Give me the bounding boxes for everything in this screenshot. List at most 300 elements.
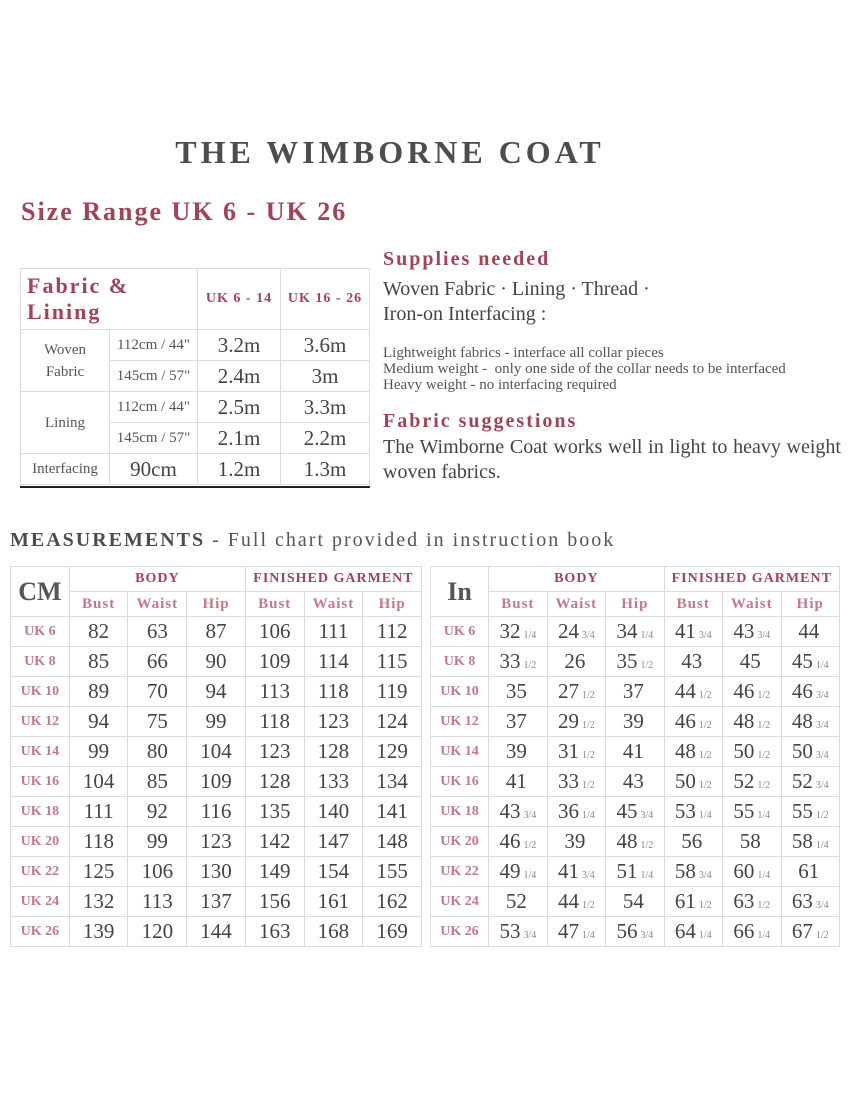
measurement-cell: 115 xyxy=(363,647,422,677)
measurement-cell: 141 xyxy=(363,797,422,827)
size-label: UK 16 xyxy=(11,767,70,797)
whole-value: 43 xyxy=(499,799,521,823)
whole-value: 36 xyxy=(557,799,579,823)
measurement-cell xyxy=(489,857,547,887)
measurement-cell: 123 xyxy=(245,737,304,767)
fabric-amount: 2.2m xyxy=(281,423,370,454)
measurement-cell: 156 xyxy=(245,887,304,917)
table-bottom-rule xyxy=(20,486,370,488)
size-label: UK 12 xyxy=(431,707,489,737)
measurement-cell xyxy=(664,797,722,827)
size-label: UK 20 xyxy=(11,827,70,857)
column-header: Bust xyxy=(245,592,304,617)
measurement-cell xyxy=(547,857,606,887)
table-row xyxy=(11,767,422,797)
measurement-cell: 120 xyxy=(128,917,187,947)
whole-value: 46 xyxy=(499,829,521,853)
whole-value: 51 xyxy=(616,859,638,883)
fraction-value: 3/4 xyxy=(581,630,595,641)
table-row xyxy=(431,917,840,947)
size-label: UK 14 xyxy=(431,737,489,767)
measurements-cm-table xyxy=(10,566,422,947)
measurement-cell: 106 xyxy=(128,857,187,887)
whole-value: 56 xyxy=(616,919,638,943)
measurement-cell xyxy=(781,767,839,797)
measurement-cell: 163 xyxy=(245,917,304,947)
measurement-cell xyxy=(781,647,839,677)
measurement-cell: 87 xyxy=(187,617,246,647)
fraction-value: 1/2 xyxy=(581,780,595,791)
size-label: UK 14 xyxy=(11,737,70,767)
measurement-cell: 104 xyxy=(69,767,128,797)
whole-value: 52 xyxy=(505,889,527,913)
size-label: UK 6 xyxy=(431,617,489,647)
fabric-type-label: Interfacing xyxy=(21,454,110,485)
fraction-value: 1/4 xyxy=(815,840,829,851)
fraction-value: 1/4 xyxy=(698,930,712,941)
whole-value: 39 xyxy=(622,709,644,733)
measurement-cell xyxy=(547,647,606,677)
fabric-amount: 3.6m xyxy=(281,330,370,361)
measurements-heading-bold: MEASUREMENTS xyxy=(10,529,206,551)
fraction-value: 1/4 xyxy=(815,660,829,671)
fraction-value: 1/4 xyxy=(640,630,654,641)
measurement-cell: 139 xyxy=(69,917,128,947)
unit-header: In xyxy=(431,567,489,617)
fraction-value: 3/4 xyxy=(815,720,829,731)
measurement-cell xyxy=(664,827,722,857)
fraction-value: 1/4 xyxy=(523,870,537,881)
whole-value: 58 xyxy=(791,829,813,853)
measurement-cell: 123 xyxy=(304,707,363,737)
fabric-requirements-table xyxy=(20,268,370,485)
measurement-cell xyxy=(547,677,606,707)
measurement-cell: 124 xyxy=(363,707,422,737)
whole-value: 27 xyxy=(557,679,579,703)
whole-value: 53 xyxy=(499,919,521,943)
size-label: UK 22 xyxy=(431,857,489,887)
table-row xyxy=(11,827,422,857)
whole-value: 41 xyxy=(674,619,696,643)
whole-value: 46 xyxy=(733,679,755,703)
measurement-cell: 104 xyxy=(187,737,246,767)
measurement-cell xyxy=(489,677,547,707)
whole-value: 26 xyxy=(564,649,586,673)
measurement-cell: 82 xyxy=(69,617,128,647)
measurement-cell: 118 xyxy=(304,677,363,707)
fraction-value: 3/4 xyxy=(640,930,654,941)
size-label: UK 18 xyxy=(431,797,489,827)
whole-value: 29 xyxy=(557,709,579,733)
whole-value: 37 xyxy=(622,679,644,703)
fraction-value: 1/2 xyxy=(757,690,771,701)
group-header-finished: FINISHED GARMENT xyxy=(245,567,421,592)
measurement-cell xyxy=(781,677,839,707)
table-row xyxy=(11,617,422,647)
whole-value: 41 xyxy=(622,739,644,763)
column-header: Bust xyxy=(69,592,128,617)
column-header: Waist xyxy=(547,592,606,617)
measurement-cell xyxy=(547,797,606,827)
measurements-inch-table xyxy=(430,566,840,947)
fraction-value: 3/4 xyxy=(757,630,771,641)
measurement-cell xyxy=(489,767,547,797)
size-label: UK 8 xyxy=(431,647,489,677)
whole-value: 46 xyxy=(791,679,813,703)
table-row xyxy=(431,887,840,917)
fraction-value: 1/2 xyxy=(640,660,654,671)
whole-value: 35 xyxy=(505,679,527,703)
whole-value: 58 xyxy=(674,859,696,883)
measurement-cell xyxy=(781,887,839,917)
measurement-cell: 113 xyxy=(245,677,304,707)
fraction-value: 1/2 xyxy=(757,780,771,791)
fraction-value: 1/2 xyxy=(757,750,771,761)
measurement-cell xyxy=(489,737,547,767)
fraction-value: 1/2 xyxy=(815,930,829,941)
whole-value: 49 xyxy=(499,859,521,883)
measurement-cell xyxy=(664,707,722,737)
group-header-body: BODY xyxy=(489,567,664,592)
whole-value: 63 xyxy=(733,889,755,913)
measurement-cell: 168 xyxy=(304,917,363,947)
whole-value: 50 xyxy=(791,739,813,763)
fabric-suggestions-heading: Fabric suggestions xyxy=(383,410,578,432)
measurement-cell xyxy=(489,797,547,827)
fraction-value: 1/4 xyxy=(698,810,712,821)
fabric-width: 90cm xyxy=(110,454,198,485)
measurement-cell xyxy=(722,647,781,677)
unit-header: CM xyxy=(11,567,70,617)
measurement-cell: 66 xyxy=(128,647,187,677)
measurement-cell xyxy=(606,917,664,947)
size-label: UK 22 xyxy=(11,857,70,887)
fraction-value: 3/4 xyxy=(523,810,537,821)
measurement-cell xyxy=(722,617,781,647)
whole-value: 43 xyxy=(622,769,644,793)
fraction-value: 1/2 xyxy=(698,780,712,791)
table-row xyxy=(431,647,840,677)
measurement-cell: 155 xyxy=(363,857,422,887)
measurement-cell: 70 xyxy=(128,677,187,707)
fabric-amount: 2.4m xyxy=(198,361,281,392)
measurement-cell: 129 xyxy=(363,737,422,767)
whole-value: 48 xyxy=(733,709,755,733)
fraction-value: 1/2 xyxy=(640,840,654,851)
measurement-cell xyxy=(489,887,547,917)
fabric-amount: 3.3m xyxy=(281,392,370,423)
whole-value: 44 xyxy=(674,679,696,703)
whole-value: 33 xyxy=(499,649,521,673)
fraction-value: 3/4 xyxy=(698,870,712,881)
measurement-cell xyxy=(722,797,781,827)
fabric-type-text: Woven Fabric xyxy=(43,341,87,380)
measurement-cell xyxy=(664,617,722,647)
table-row xyxy=(11,677,422,707)
table-row xyxy=(11,707,422,737)
whole-value: 63 xyxy=(791,889,813,913)
measurement-cell: 116 xyxy=(187,797,246,827)
measurement-cell: 161 xyxy=(304,887,363,917)
fraction-value: 3/4 xyxy=(815,690,829,701)
supplies-heading: Supplies needed xyxy=(383,248,551,270)
fraction-value: 1/4 xyxy=(581,930,595,941)
table-row xyxy=(11,917,422,947)
fraction-value: 1/2 xyxy=(581,690,595,701)
measurement-cell xyxy=(606,797,664,827)
measurement-cell xyxy=(781,827,839,857)
whole-value: 41 xyxy=(557,859,579,883)
measurement-cell: 137 xyxy=(187,887,246,917)
measurement-cell: 123 xyxy=(187,827,246,857)
fabric-amount: 1.2m xyxy=(198,454,281,485)
fraction-value: 1/2 xyxy=(698,900,712,911)
fabric-width: 145cm / 57" xyxy=(110,361,198,392)
measurement-cell: 85 xyxy=(128,767,187,797)
measurement-cell: 111 xyxy=(304,617,363,647)
measurement-cell: 85 xyxy=(69,647,128,677)
whole-value: 52 xyxy=(733,769,755,793)
whole-value: 43 xyxy=(733,619,755,643)
fabric-type-label: Lining xyxy=(21,392,110,454)
fraction-value: 1/2 xyxy=(698,750,712,761)
column-header: Waist xyxy=(304,592,363,617)
measurement-cell: 112 xyxy=(363,617,422,647)
supplies-line: Iron-on Interfacing : xyxy=(383,303,547,325)
measurement-cell xyxy=(547,737,606,767)
fabric-amount: 2.1m xyxy=(198,423,281,454)
measurement-cell xyxy=(664,857,722,887)
measurement-cell xyxy=(722,707,781,737)
supplies-section xyxy=(383,248,843,393)
measurement-cell xyxy=(722,827,781,857)
measurements-heading xyxy=(10,529,615,552)
measurement-cell: 128 xyxy=(245,767,304,797)
measurement-cell xyxy=(606,827,664,857)
fraction-value: 1/2 xyxy=(581,750,595,761)
table-row xyxy=(11,857,422,887)
measurement-cell: 128 xyxy=(304,737,363,767)
measurement-cell: 162 xyxy=(363,887,422,917)
size-label: UK 16 xyxy=(431,767,489,797)
measurement-cell: 114 xyxy=(304,647,363,677)
size-label: UK 20 xyxy=(431,827,489,857)
fabric-width: 112cm / 44" xyxy=(110,392,198,423)
supplies-line: Woven Fabric · Lining · Thread · xyxy=(383,278,650,300)
note-line: Heavy weight - no interfacing required xyxy=(383,377,617,393)
whole-value: 55 xyxy=(791,799,813,823)
measurement-cell xyxy=(664,647,722,677)
measurement-cell: 106 xyxy=(245,617,304,647)
column-header: Hip xyxy=(781,592,839,617)
fraction-value: 1/4 xyxy=(640,870,654,881)
page-title: THE WIMBORNE COAT xyxy=(175,134,605,170)
whole-value: 55 xyxy=(733,799,755,823)
measurement-cell: 148 xyxy=(363,827,422,857)
column-header: Waist xyxy=(722,592,781,617)
size-label: UK 26 xyxy=(11,917,70,947)
measurement-cell xyxy=(664,887,722,917)
measurement-cell: 99 xyxy=(187,707,246,737)
whole-value: 61 xyxy=(674,889,696,913)
measurement-cell xyxy=(606,677,664,707)
measurement-cell xyxy=(781,917,839,947)
measurement-cell xyxy=(781,797,839,827)
whole-value: 44 xyxy=(557,889,579,913)
measurement-cell: 142 xyxy=(245,827,304,857)
whole-value: 33 xyxy=(557,769,579,793)
measurement-cell: 119 xyxy=(363,677,422,707)
column-header: Hip xyxy=(363,592,422,617)
measurement-cell: 132 xyxy=(69,887,128,917)
whole-value: 53 xyxy=(674,799,696,823)
interfacing-notes xyxy=(383,345,843,393)
measurement-cell: 80 xyxy=(128,737,187,767)
fraction-value: 3/4 xyxy=(581,870,595,881)
whole-value: 31 xyxy=(557,739,579,763)
fabric-table-heading: Fabric & Lining xyxy=(21,269,198,330)
table-row xyxy=(11,797,422,827)
measurement-cell: 149 xyxy=(245,857,304,887)
whole-value: 48 xyxy=(791,709,813,733)
size-col-header: UK 16 - 26 xyxy=(281,269,370,330)
measurement-cell xyxy=(547,917,606,947)
whole-value: 35 xyxy=(616,649,638,673)
group-header-body: BODY xyxy=(69,567,245,592)
whole-value: 67 xyxy=(791,919,813,943)
table-row xyxy=(431,677,840,707)
measurement-cell xyxy=(781,737,839,767)
whole-value: 41 xyxy=(505,769,527,793)
measurement-cell xyxy=(547,617,606,647)
fraction-value: 1/2 xyxy=(698,690,712,701)
fraction-value: 1/2 xyxy=(757,720,771,731)
measurement-cell: 109 xyxy=(187,767,246,797)
measurement-cell: 118 xyxy=(245,707,304,737)
whole-value: 48 xyxy=(616,829,638,853)
measurement-cell: 135 xyxy=(245,797,304,827)
whole-value: 39 xyxy=(564,829,586,853)
measurement-cell xyxy=(606,857,664,887)
measurement-cell xyxy=(664,767,722,797)
whole-value: 24 xyxy=(557,619,579,643)
size-label: UK 18 xyxy=(11,797,70,827)
table-row xyxy=(431,857,840,887)
measurement-cell: 89 xyxy=(69,677,128,707)
note-line: Lightweight fabrics - interface all collar pieces xyxy=(383,345,664,361)
measurement-cell xyxy=(722,917,781,947)
fabric-suggestions-text: The Wimborne Coat works well in light to heavy weight woven fabrics. xyxy=(383,436,841,483)
whole-value: 34 xyxy=(616,619,638,643)
whole-value: 66 xyxy=(733,919,755,943)
size-label: UK 24 xyxy=(431,887,489,917)
fabric-amount: 1.3m xyxy=(281,454,370,485)
measurement-cell: 94 xyxy=(69,707,128,737)
table-row xyxy=(431,707,840,737)
fraction-value: 3/4 xyxy=(815,750,829,761)
whole-value: 44 xyxy=(798,619,820,643)
measurement-cell: 99 xyxy=(69,737,128,767)
fraction-value: 1/4 xyxy=(757,870,771,881)
whole-value: 37 xyxy=(505,709,527,733)
measurement-cell xyxy=(606,887,664,917)
measurement-cell: 140 xyxy=(304,797,363,827)
measurement-cell: 169 xyxy=(363,917,422,947)
table-row xyxy=(431,827,840,857)
measurement-cell xyxy=(489,617,547,647)
whole-value: 46 xyxy=(674,709,696,733)
column-header: Hip xyxy=(606,592,664,617)
measurement-cell xyxy=(606,737,664,767)
measurement-cell: 109 xyxy=(245,647,304,677)
fraction-value: 1/4 xyxy=(523,630,537,641)
fabric-suggestions-section xyxy=(383,410,841,485)
note-line: Medium weight - only one side of the collar needs to be interfaced xyxy=(383,361,786,377)
column-header: Hip xyxy=(187,592,246,617)
column-header: Bust xyxy=(664,592,722,617)
whole-value: 45 xyxy=(739,649,761,673)
group-header-finished: FINISHED GARMENT xyxy=(664,567,839,592)
fraction-value: 3/4 xyxy=(698,630,712,641)
whole-value: 39 xyxy=(505,739,527,763)
size-col-header: UK 6 - 14 xyxy=(198,269,281,330)
measurement-cell xyxy=(722,887,781,917)
whole-value: 45 xyxy=(791,649,813,673)
size-label: UK 10 xyxy=(431,677,489,707)
whole-value: 58 xyxy=(739,829,761,853)
whole-value: 32 xyxy=(499,619,521,643)
whole-value: 61 xyxy=(798,859,820,883)
fabric-amount: 3m xyxy=(281,361,370,392)
measurement-cell xyxy=(722,857,781,887)
measurement-cell: 113 xyxy=(128,887,187,917)
measurement-cell xyxy=(781,617,839,647)
measurement-cell xyxy=(606,767,664,797)
whole-value: 50 xyxy=(733,739,755,763)
measurement-cell xyxy=(664,677,722,707)
size-label: UK 24 xyxy=(11,887,70,917)
fraction-value: 1/2 xyxy=(698,720,712,731)
measurement-cell xyxy=(489,917,547,947)
size-label: UK 12 xyxy=(11,707,70,737)
fraction-value: 1/2 xyxy=(757,900,771,911)
measurement-cell xyxy=(781,857,839,887)
column-header: Bust xyxy=(489,592,547,617)
size-label: UK 26 xyxy=(431,917,489,947)
whole-value: 47 xyxy=(557,919,579,943)
measurement-cell xyxy=(664,917,722,947)
table-row xyxy=(11,737,422,767)
fabric-amount: 2.5m xyxy=(198,392,281,423)
whole-value: 48 xyxy=(674,739,696,763)
measurement-cell: 63 xyxy=(128,617,187,647)
supplies-list xyxy=(383,277,843,327)
measurement-cell: 118 xyxy=(69,827,128,857)
fraction-value: 1/2 xyxy=(815,810,829,821)
size-range-heading: Size Range UK 6 - UK 26 xyxy=(21,197,348,226)
measurement-cell: 154 xyxy=(304,857,363,887)
measurement-cell xyxy=(606,647,664,677)
fraction-value: 1/2 xyxy=(581,900,595,911)
fraction-value: 1/4 xyxy=(757,810,771,821)
measurement-cell xyxy=(547,827,606,857)
measurement-cell xyxy=(781,707,839,737)
measurement-cell: 130 xyxy=(187,857,246,887)
whole-value: 52 xyxy=(791,769,813,793)
measurement-cell xyxy=(547,767,606,797)
table-row xyxy=(11,887,422,917)
fraction-value: 3/4 xyxy=(815,780,829,791)
